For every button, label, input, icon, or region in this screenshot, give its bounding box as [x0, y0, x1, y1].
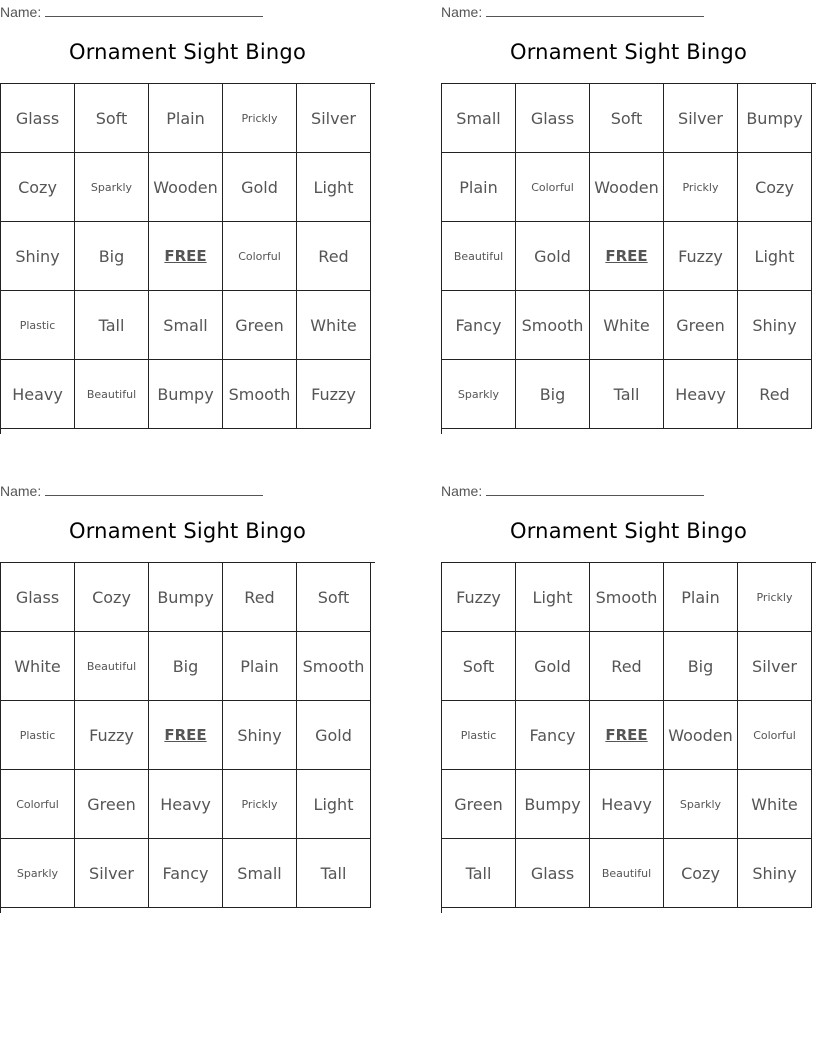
bingo-cell[interactable]: Bumpy — [738, 84, 812, 153]
bingo-cell[interactable]: Soft — [442, 632, 516, 701]
name-field[interactable] — [0, 482, 263, 500]
bingo-cell[interactable]: Shiny — [738, 839, 812, 908]
bingo-cell[interactable]: Plain — [223, 632, 297, 701]
bingo-cell[interactable]: Bumpy — [516, 770, 590, 839]
name-underline[interactable] — [486, 482, 704, 496]
name-label: Name: — [441, 4, 483, 20]
bingo-cell[interactable]: Fancy — [442, 291, 516, 360]
bingo-cell[interactable]: Plain — [442, 153, 516, 222]
bingo-cell[interactable]: Green — [442, 770, 516, 839]
bingo-cell[interactable]: Wooden — [590, 153, 664, 222]
name-field[interactable] — [441, 482, 704, 500]
bingo-cell[interactable]: Beautiful — [442, 222, 516, 291]
bingo-cell[interactable]: Plain — [149, 84, 223, 153]
bingo-cell[interactable]: Light — [738, 222, 812, 291]
bingo-cell[interactable]: Plastic — [1, 701, 75, 770]
bingo-grid — [0, 83, 375, 434]
bingo-cell[interactable]: White — [738, 770, 812, 839]
bingo-cell[interactable]: Red — [590, 632, 664, 701]
bingo-cell[interactable]: Colorful — [516, 153, 590, 222]
bingo-cell[interactable]: Sparkly — [1, 839, 75, 908]
bingo-cell[interactable]: Red — [297, 222, 371, 291]
bingo-cell[interactable]: Light — [516, 563, 590, 632]
bingo-cell[interactable]: Cozy — [738, 153, 812, 222]
name-field[interactable] — [0, 3, 263, 21]
bingo-cell[interactable]: Sparkly — [75, 153, 149, 222]
name-underline[interactable] — [45, 3, 263, 17]
card-title: Ornament Sight Bingo — [509, 519, 747, 543]
bingo-cell[interactable]: White — [297, 291, 371, 360]
bingo-cell[interactable]: White — [590, 291, 664, 360]
bingo-cell[interactable]: Glass — [516, 84, 590, 153]
bingo-cell[interactable]: Fuzzy — [664, 222, 738, 291]
bingo-cell[interactable]: Wooden — [664, 701, 738, 770]
bingo-cell[interactable]: Plain — [664, 563, 738, 632]
bingo-cell[interactable]: Sparkly — [442, 360, 516, 429]
bingo-cell[interactable]: Green — [223, 291, 297, 360]
bingo-cell[interactable]: Fancy — [149, 839, 223, 908]
bingo-cell[interactable]: Gold — [223, 153, 297, 222]
bingo-cell[interactable]: Wooden — [149, 153, 223, 222]
bingo-cell[interactable]: Red — [738, 360, 812, 429]
bingo-cell[interactable]: Prickly — [223, 770, 297, 839]
bingo-cell[interactable]: Heavy — [590, 770, 664, 839]
name-field[interactable] — [441, 3, 704, 21]
bingo-cell[interactable]: Shiny — [1, 222, 75, 291]
bingo-cell[interactable]: Colorful — [1, 770, 75, 839]
bingo-cell[interactable]: Soft — [75, 84, 149, 153]
bingo-cell[interactable]: Red — [223, 563, 297, 632]
bingo-grid — [441, 83, 816, 434]
name-underline[interactable] — [45, 482, 263, 496]
bingo-cell[interactable]: Fuzzy — [75, 701, 149, 770]
bingo-cell[interactable]: Smooth — [590, 563, 664, 632]
bingo-cell[interactable]: Beautiful — [75, 632, 149, 701]
bingo-cell[interactable]: Glass — [1, 563, 75, 632]
bingo-card-1 — [0, 0, 375, 440]
free-space-cell[interactable]: FREE — [149, 222, 223, 291]
bingo-cell[interactable]: Bumpy — [149, 360, 223, 429]
bingo-cell[interactable]: Light — [297, 770, 371, 839]
bingo-cell[interactable]: Smooth — [297, 632, 371, 701]
bingo-cell[interactable]: Big — [664, 632, 738, 701]
bingo-cell[interactable]: Tall — [442, 839, 516, 908]
bingo-cell[interactable]: Cozy — [1, 153, 75, 222]
free-space-cell[interactable]: FREE — [590, 222, 664, 291]
free-space-cell[interactable]: FREE — [590, 701, 664, 770]
bingo-cell[interactable]: Shiny — [738, 291, 812, 360]
bingo-cell[interactable]: Beautiful — [590, 839, 664, 908]
bingo-cell[interactable]: Fuzzy — [297, 360, 371, 429]
bingo-grid — [0, 562, 375, 913]
bingo-cell[interactable]: Bumpy — [149, 563, 223, 632]
name-label: Name: — [0, 483, 42, 499]
bingo-cell[interactable]: Small — [223, 839, 297, 908]
bingo-grid — [441, 562, 816, 913]
bingo-cell[interactable]: Silver — [664, 84, 738, 153]
bingo-cell[interactable]: Colorful — [223, 222, 297, 291]
bingo-cell[interactable]: Silver — [75, 839, 149, 908]
name-label: Name: — [441, 483, 483, 499]
bingo-cell[interactable]: Plastic — [1, 291, 75, 360]
bingo-cell[interactable]: Big — [149, 632, 223, 701]
card-title: Ornament Sight Bingo — [68, 519, 306, 543]
bingo-cell[interactable]: Big — [516, 360, 590, 429]
bingo-cell[interactable]: Gold — [516, 222, 590, 291]
bingo-cell[interactable]: Tall — [590, 360, 664, 429]
bingo-cell[interactable]: Prickly — [738, 563, 812, 632]
bingo-cell[interactable]: Beautiful — [75, 360, 149, 429]
name-label: Name: — [0, 4, 42, 20]
bingo-cell[interactable]: Fuzzy — [442, 563, 516, 632]
bingo-cell[interactable]: White — [1, 632, 75, 701]
bingo-card-2 — [441, 0, 816, 440]
bingo-cell[interactable]: Prickly — [664, 153, 738, 222]
bingo-cell[interactable]: Gold — [516, 632, 590, 701]
bingo-cell[interactable]: Tall — [297, 839, 371, 908]
bingo-cell[interactable]: Glass — [1, 84, 75, 153]
bingo-cell[interactable]: Green — [75, 770, 149, 839]
bingo-cell[interactable]: Soft — [297, 563, 371, 632]
bingo-cell[interactable]: Big — [75, 222, 149, 291]
bingo-cell[interactable]: Tall — [75, 291, 149, 360]
name-underline[interactable] — [486, 3, 704, 17]
bingo-cell[interactable]: Light — [297, 153, 371, 222]
bingo-cell[interactable]: Prickly — [223, 84, 297, 153]
bingo-card-4 — [441, 479, 816, 919]
bingo-cell[interactable]: Heavy — [1, 360, 75, 429]
bingo-cell[interactable]: Soft — [590, 84, 664, 153]
bingo-cell[interactable]: Smooth — [223, 360, 297, 429]
bingo-cell[interactable]: Smooth — [516, 291, 590, 360]
bingo-cell[interactable]: Sparkly — [664, 770, 738, 839]
bingo-card-3 — [0, 479, 375, 919]
bingo-cell[interactable]: Cozy — [664, 839, 738, 908]
bingo-cell[interactable]: Heavy — [664, 360, 738, 429]
bingo-cell[interactable]: Fancy — [516, 701, 590, 770]
free-space-cell[interactable]: FREE — [149, 701, 223, 770]
bingo-cell[interactable]: Shiny — [223, 701, 297, 770]
card-title: Ornament Sight Bingo — [509, 40, 747, 64]
bingo-cell[interactable]: Silver — [297, 84, 371, 153]
card-title: Ornament Sight Bingo — [68, 40, 306, 64]
bingo-cell[interactable]: Small — [149, 291, 223, 360]
bingo-cell[interactable]: Small — [442, 84, 516, 153]
bingo-cell[interactable]: Colorful — [738, 701, 812, 770]
bingo-cell[interactable]: Heavy — [149, 770, 223, 839]
bingo-cell[interactable]: Green — [664, 291, 738, 360]
bingo-cell[interactable]: Gold — [297, 701, 371, 770]
bingo-cell[interactable]: Plastic — [442, 701, 516, 770]
bingo-cell[interactable]: Silver — [738, 632, 812, 701]
bingo-cell[interactable]: Glass — [516, 839, 590, 908]
bingo-cell[interactable]: Cozy — [75, 563, 149, 632]
